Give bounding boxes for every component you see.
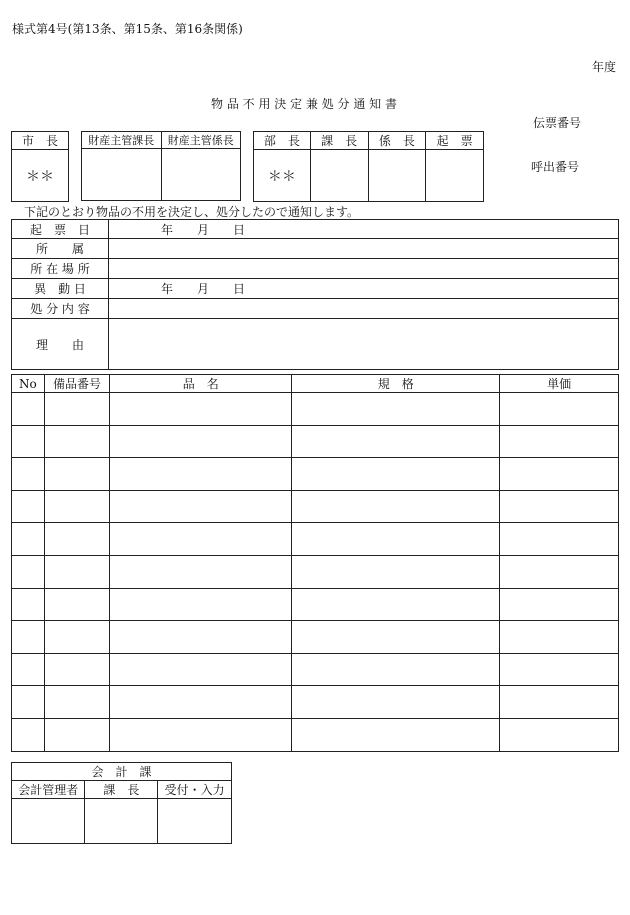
dept-stamp-cell: [310, 150, 368, 202]
items-cell[interactable]: [500, 523, 619, 556]
slip-number-label: 伝票番号: [533, 116, 582, 130]
finance-header-section-chief: 財産主管課長: [82, 132, 162, 149]
items-table: [11, 374, 619, 752]
accounting-box: [11, 762, 232, 844]
items-cell[interactable]: [12, 425, 45, 458]
items-cell[interactable]: [110, 393, 292, 426]
items-header-unit-price: 単価: [500, 375, 619, 393]
items-cell[interactable]: [292, 588, 500, 621]
mayor-stamp-value: ＊＊: [12, 150, 69, 202]
items-cell[interactable]: [500, 621, 619, 654]
info-value[interactable]: [109, 259, 619, 279]
items-cell[interactable]: [44, 653, 109, 686]
items-header-item-name: 品 名: [110, 375, 292, 393]
items-cell[interactable]: [500, 425, 619, 458]
items-cell[interactable]: [12, 490, 45, 523]
items-row: [12, 653, 619, 686]
items-cell[interactable]: [44, 458, 109, 491]
items-cell[interactable]: [44, 425, 109, 458]
items-cell[interactable]: [110, 686, 292, 719]
items-cell[interactable]: [292, 425, 500, 458]
items-cell[interactable]: [500, 588, 619, 621]
items-cell[interactable]: [500, 458, 619, 491]
items-cell[interactable]: [12, 458, 45, 491]
mayor-stamp-box: [11, 131, 69, 202]
items-cell[interactable]: [110, 653, 292, 686]
items-header-no: No: [12, 375, 45, 393]
items-cell[interactable]: [292, 686, 500, 719]
items-cell[interactable]: [500, 555, 619, 588]
items-header-asset-number: 備品番号: [44, 375, 109, 393]
dept-header-unit-chief: 係 長: [368, 132, 426, 150]
info-label: 理 由: [12, 319, 109, 370]
dept-stamp-value: ＊＊: [254, 150, 311, 202]
fiscal-year-label: 年度: [592, 60, 617, 74]
items-cell[interactable]: [292, 393, 500, 426]
finance-header-unit-chief: 財産主管係長: [161, 132, 241, 149]
info-label: 起 票 日: [12, 220, 109, 239]
info-value[interactable]: [109, 299, 619, 319]
items-cell[interactable]: [12, 653, 45, 686]
items-cell[interactable]: [292, 718, 500, 751]
items-cell[interactable]: [44, 718, 109, 751]
dept-stamp-cell: [368, 150, 426, 202]
items-cell[interactable]: [44, 555, 109, 588]
items-row: [12, 425, 619, 458]
mayor-header: 市 長: [12, 132, 69, 150]
items-body: [12, 393, 619, 752]
info-label: 処 分 内 容: [12, 299, 109, 319]
items-cell[interactable]: [292, 621, 500, 654]
items-cell[interactable]: [44, 621, 109, 654]
items-cell[interactable]: [44, 588, 109, 621]
info-label: 異 動 日: [12, 279, 109, 299]
info-table: [11, 219, 619, 370]
items-cell[interactable]: [12, 718, 45, 751]
items-header-spec: 規 格: [292, 375, 500, 393]
finance-stamp-box: [81, 131, 241, 201]
items-cell[interactable]: [110, 523, 292, 556]
info-value[interactable]: [109, 239, 619, 259]
items-row: [12, 555, 619, 588]
items-row: [12, 490, 619, 523]
dept-stamp-box: [253, 131, 484, 202]
items-cell[interactable]: [12, 555, 45, 588]
dept-stamp-cell: [426, 150, 484, 202]
items-cell[interactable]: [12, 686, 45, 719]
items-cell[interactable]: [292, 458, 500, 491]
items-row: [12, 718, 619, 751]
items-cell[interactable]: [110, 588, 292, 621]
finance-stamp-cell: [82, 149, 162, 201]
page-title: 物 品 不 用 決 定 兼 処 分 通 知 書: [211, 97, 397, 111]
items-cell[interactable]: [500, 490, 619, 523]
dept-header-drafter: 起 票: [426, 132, 484, 150]
items-row: [12, 686, 619, 719]
items-cell[interactable]: [44, 686, 109, 719]
items-cell[interactable]: [500, 653, 619, 686]
items-cell[interactable]: [110, 490, 292, 523]
dept-header-director: 部 長: [254, 132, 311, 150]
items-cell[interactable]: [12, 393, 45, 426]
items-row: [12, 523, 619, 556]
items-cell[interactable]: [44, 393, 109, 426]
call-number-label: 呼出番号: [531, 160, 580, 174]
items-cell[interactable]: [292, 555, 500, 588]
accounting-header-reception: 受付・入力: [158, 781, 232, 799]
items-cell[interactable]: [110, 425, 292, 458]
items-row: [12, 458, 619, 491]
form-label: 様式第4号(第13条、第15条、第16条関係): [12, 22, 243, 36]
items-cell[interactable]: [110, 555, 292, 588]
notice-text: 下記のとおり物品の不用を決定し、処分したので通知します。: [24, 205, 360, 219]
accounting-header-manager: 会計管理者: [12, 781, 85, 799]
items-cell[interactable]: [12, 588, 45, 621]
items-cell[interactable]: [12, 523, 45, 556]
items-cell[interactable]: [500, 686, 619, 719]
items-cell[interactable]: [44, 490, 109, 523]
items-row: [12, 588, 619, 621]
accounting-stamp-cell: [12, 799, 85, 844]
info-label: 所 属: [12, 239, 109, 259]
items-cell[interactable]: [292, 653, 500, 686]
accounting-stamp-cell: [85, 799, 158, 844]
accounting-title: 会 計 課: [12, 763, 232, 781]
items-cell[interactable]: [110, 621, 292, 654]
items-row: [12, 393, 619, 426]
info-value[interactable]: 年 月 日: [109, 279, 619, 299]
items-cell[interactable]: [44, 523, 109, 556]
accounting-header-section-chief: 課 長: [85, 781, 158, 799]
items-cell[interactable]: [292, 523, 500, 556]
info-label: 所 在 場 所: [12, 259, 109, 279]
items-cell[interactable]: [292, 490, 500, 523]
items-cell[interactable]: [500, 393, 619, 426]
items-cell[interactable]: [500, 718, 619, 751]
items-cell[interactable]: [12, 621, 45, 654]
info-value[interactable]: 年 月 日: [109, 220, 619, 239]
items-row: [12, 621, 619, 654]
items-cell[interactable]: [110, 718, 292, 751]
items-cell[interactable]: [110, 458, 292, 491]
dept-header-section-chief: 課 長: [310, 132, 368, 150]
finance-stamp-cell: [161, 149, 241, 201]
info-value[interactable]: [109, 319, 619, 370]
accounting-stamp-cell: [158, 799, 232, 844]
